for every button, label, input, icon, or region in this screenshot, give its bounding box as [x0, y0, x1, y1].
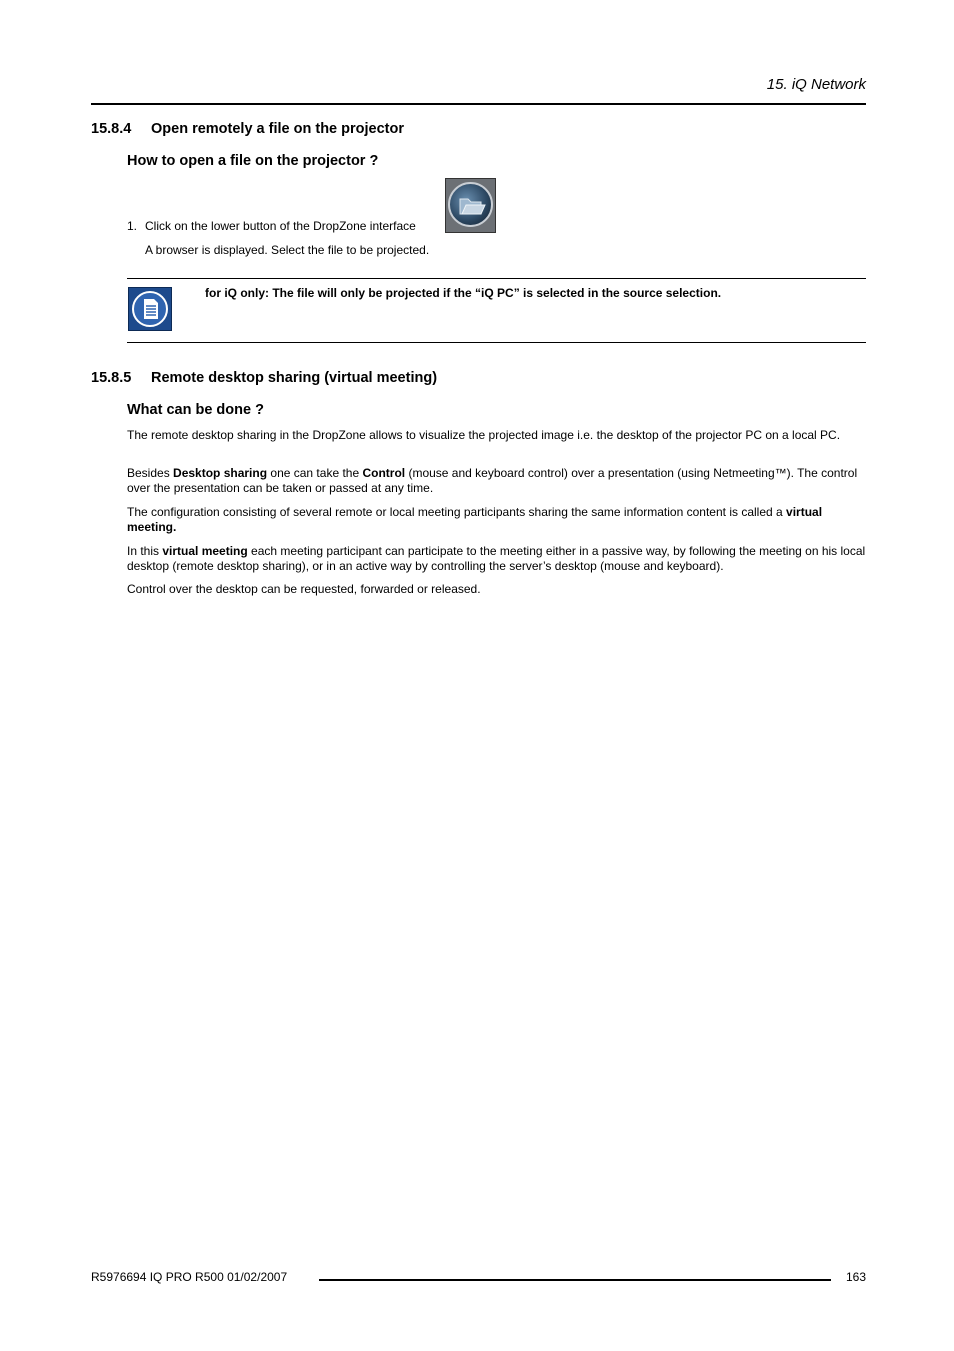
- section-title: Remote desktop sharing (virtual meeting): [151, 370, 438, 386]
- paragraph-4: [127, 544, 867, 574]
- step-1: [127, 219, 416, 233]
- subheading-what-can-be-done: What can be done ?: [127, 402, 264, 418]
- note-top-rule: [127, 278, 866, 279]
- paragraph-5: Control over the desktop can be requested, forwarded or released.: [127, 582, 481, 596]
- paragraph-3: [127, 505, 867, 535]
- subheading-how-to-open: How to open a file on the projector ?: [127, 153, 379, 169]
- bold-term-virtual-meeting: virtual meeting: [162, 544, 248, 558]
- paragraph-2: [127, 466, 867, 496]
- section-heading-15-8-4: [91, 121, 404, 137]
- bold-term-virtual-meeting: virtual meeting.: [127, 505, 823, 534]
- page-number: 163: [845, 1270, 866, 1284]
- step-number: 1.: [127, 219, 138, 233]
- step-result: A browser is displayed. Select the file to be projected.: [145, 243, 430, 257]
- footer-rule: [319, 1279, 831, 1281]
- section-number: 15.8.5: [91, 370, 132, 386]
- text-run: each meeting participant can participate to the meeting either in a passive way, by following the meeting on his local desktop (remote desktop sharing), or in an active way by controlling the server’s desktop (mouse and keyboard).: [127, 544, 866, 573]
- dropzone-lower-button-image: [445, 178, 496, 233]
- paragraph-1: The remote desktop sharing in the DropZone allows to visualize the projected image i.e. the desktop of the projector PC on a local PC.: [127, 428, 841, 442]
- chapter-header: 15. iQ Network: [766, 76, 866, 93]
- note-text: for iQ only: The file will only be projected if the “iQ PC” is selected in the source selection.: [205, 286, 722, 300]
- bold-term-desktop-sharing: Desktop sharing: [173, 466, 268, 480]
- text-run: In this: [127, 544, 163, 558]
- note-bottom-rule: [127, 342, 866, 343]
- note-document-icon: [128, 287, 172, 331]
- text-run: The configuration consisting of several remote or local meeting participants sharing the same information content is called a: [127, 505, 787, 519]
- folder-icon: [448, 182, 493, 227]
- step-text: Click on the lower button of the DropZone interface: [145, 219, 416, 233]
- footer-doc-info: R5976694 IQ PRO R500 01/02/2007: [91, 1270, 288, 1284]
- text-run: Besides: [127, 466, 174, 480]
- text-run: (mouse and keyboard control) over a presentation (using Netmeeting™). The control over the presentation can be taken or passed at any time.: [127, 466, 858, 495]
- section-title: Open remotely a file on the projector: [151, 121, 404, 137]
- section-number: 15.8.4: [91, 121, 132, 137]
- text-run: one can take the: [267, 466, 363, 480]
- header-rule: [91, 103, 866, 105]
- bold-term-control: Control: [362, 466, 406, 480]
- section-heading-15-8-5: [91, 370, 437, 386]
